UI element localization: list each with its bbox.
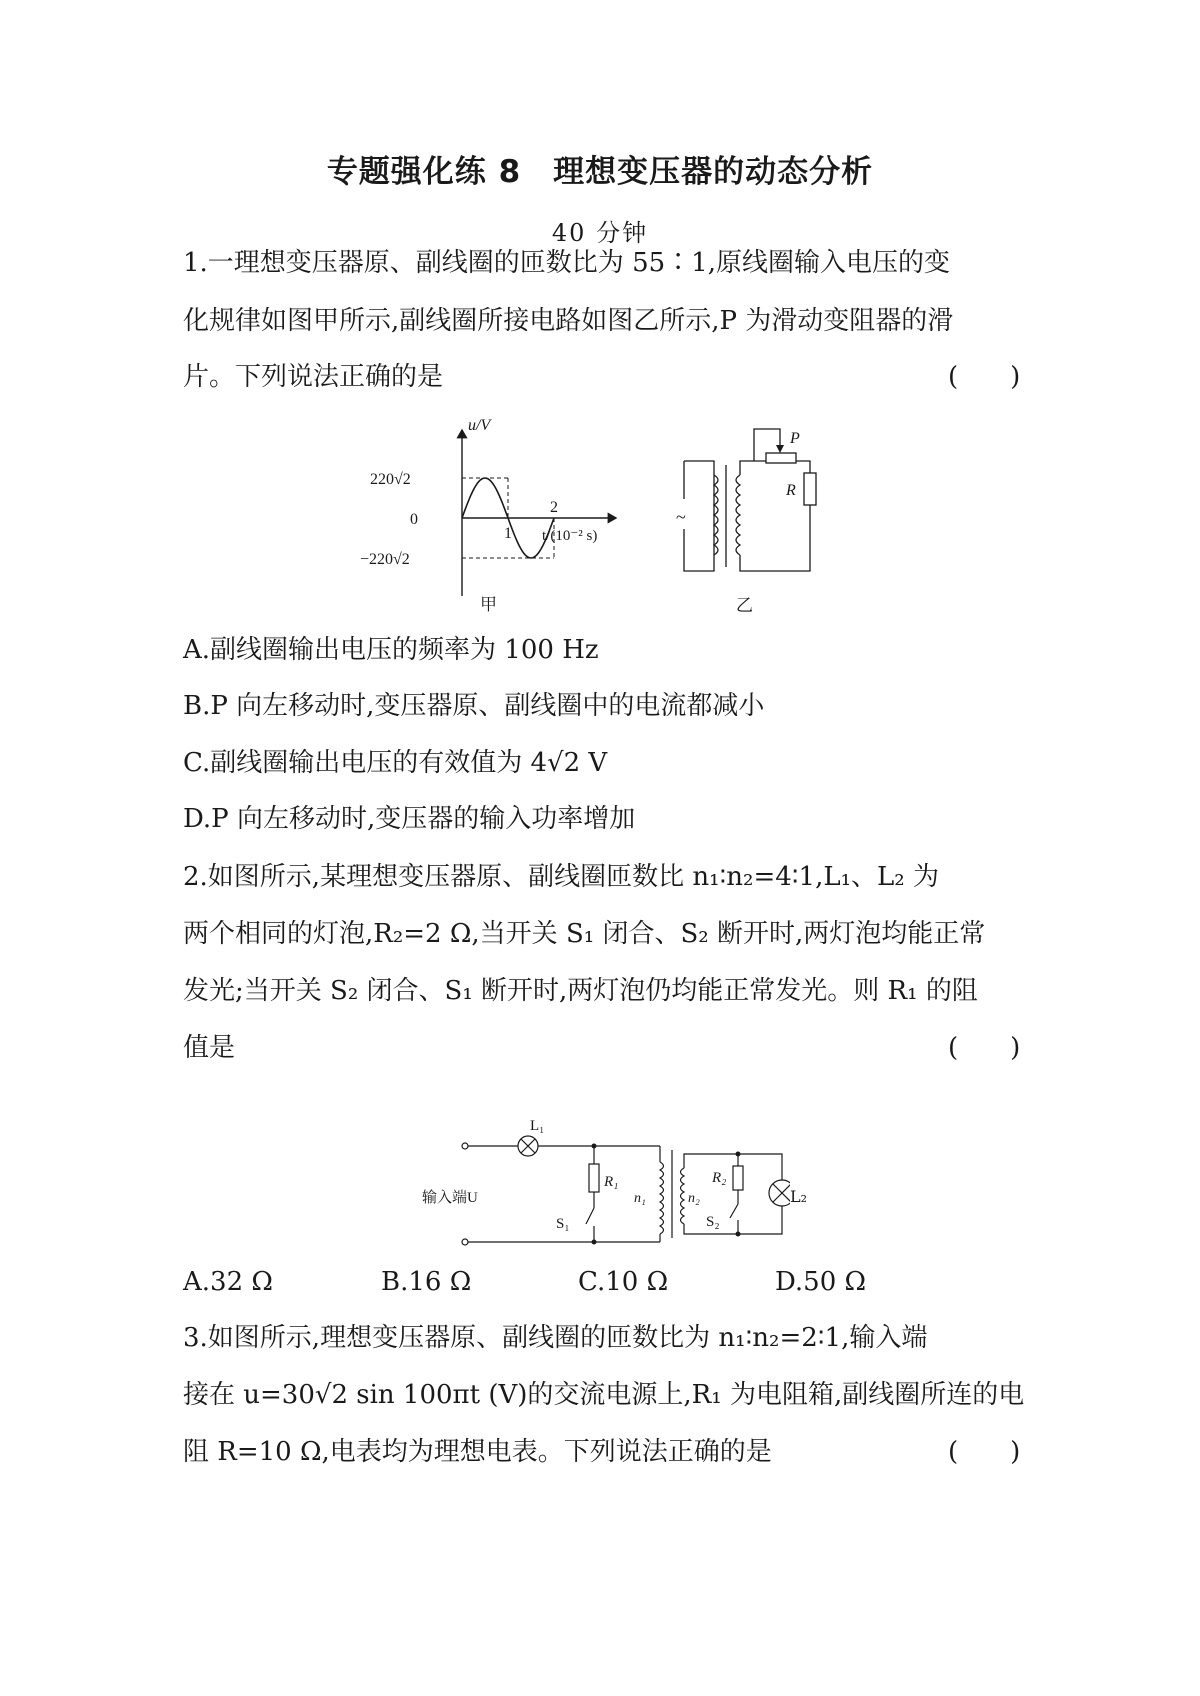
q1-option-a[interactable]: A.副线圈输出电压的频率为 100 Hz [183,635,599,665]
q2-circuit-figure [420,1110,790,1255]
q2-line-1: 2.如图所示,某理想变压器原、副线圈匝数比 n₁∶n₂=4∶1,L₁、L₂ 为 [183,862,939,892]
input-terminal-bottom-icon [462,1239,468,1245]
q2-line-2: 两个相同的灯泡,R₂=2 Ω,当开关 S₁ 闭合、S₂ 断开时,两灯泡均能正常 [183,919,986,949]
primary-coil-icon [660,1162,664,1234]
resistor-r1-label: R₁ [604,1174,619,1190]
q1-line-1: 1.一理想变压器原、副线圈的匝数比为 55∶1,原线圈输入电压的变 [183,248,950,278]
figure-caption-jia: 甲 [480,595,497,614]
secondary-coil-icon [681,1168,685,1224]
lamp-l2-icon [769,1180,790,1206]
page-title: 专题强化练 8 理想变压器的动态分析 [326,154,874,190]
input-terminal-top-icon [462,1143,468,1149]
ac-source-icon: ~ [676,507,686,527]
rheostat-icon [766,453,796,463]
q1-option-c[interactable]: C.副线圈输出电压的有效值为 4√2 V [183,748,608,778]
resistor-r2-label: R₂ [712,1170,727,1186]
slider-p-label: P [790,430,800,447]
resistor-r-label: R [786,482,796,499]
q1-line-3: 片。下列说法正确的是 [183,362,444,392]
q2-line-3: 发光;当开关 S₂ 闭合、S₁ 断开时,两灯泡仍均能正常发光。则 R₁ 的阻 [183,976,978,1006]
slider-arrow-icon [776,445,784,453]
turns-n1-label: n₁ [634,1191,646,1206]
q3-line-2: 接在 u=30√2 sin 100πt (V)的交流电源上,R₁ 为电阻箱,副线圈所连的电 [183,1380,1025,1410]
q2-option-b[interactable]: B.16 Ω [381,1267,472,1297]
y-max-label: 220√2 [370,471,411,488]
q2-option-d[interactable]: D.50 Ω [775,1267,867,1297]
switch-s1-icon [586,1208,594,1224]
x-tick-1: 1 [504,525,512,542]
q1-circuit-figure [668,415,828,620]
q2-option-c[interactable]: C.10 Ω [578,1267,669,1297]
secondary-coil-icon [736,475,740,555]
origin-label: 0 [410,511,418,528]
q1-option-b[interactable]: B.P 向左移动时,变压器原、副线圈中的电流都减小 [183,691,765,721]
input-label: 输入端U [422,1190,478,1206]
q3-answer-paren: ( ) [948,1437,1021,1467]
lamp-l1-label: L₁ [530,1118,545,1134]
x-axis-label: t/(10⁻² s) [542,528,598,544]
y-min-label: −220√2 [360,551,410,568]
q2-answer-paren: ( ) [948,1033,1021,1063]
q1-answer-paren: ( ) [948,362,1021,392]
switch-s2-label: S₂ [706,1214,720,1230]
q1-option-d[interactable]: D.P 向左移动时,变压器的输入功率增加 [183,804,636,834]
resistor-r-icon [804,473,816,505]
resistor-r2-icon [733,1166,743,1190]
time-limit: 40 分钟 [551,219,649,247]
resistor-r1-icon [589,1164,599,1192]
q1-waveform-figure [360,408,680,620]
figure-caption-yi: 乙 [736,596,753,615]
turns-n2-label: n₂ [688,1191,700,1206]
lamp-l2-label-outside: L₂ [790,1187,808,1206]
q2-option-a[interactable]: A.32 Ω [183,1267,273,1297]
y-axis-label: u/V [468,417,491,434]
switch-s1-label: S₁ [556,1216,570,1232]
q3-line-1: 3.如图所示,理想变压器原、副线圈的匝数比为 n₁∶n₂=2∶1,输入端 [183,1323,928,1353]
q3-line-3: 阻 R=10 Ω,电表均为理想电表。下列说法正确的是 [183,1437,772,1467]
x-tick-2: 2 [550,499,558,516]
q2-line-4: 值是 [183,1033,236,1063]
switch-s2-icon [730,1204,738,1218]
q1-line-2: 化规律如图甲所示,副线圈所接电路如图乙所示,P 为滑动变阻器的滑 [183,306,954,336]
